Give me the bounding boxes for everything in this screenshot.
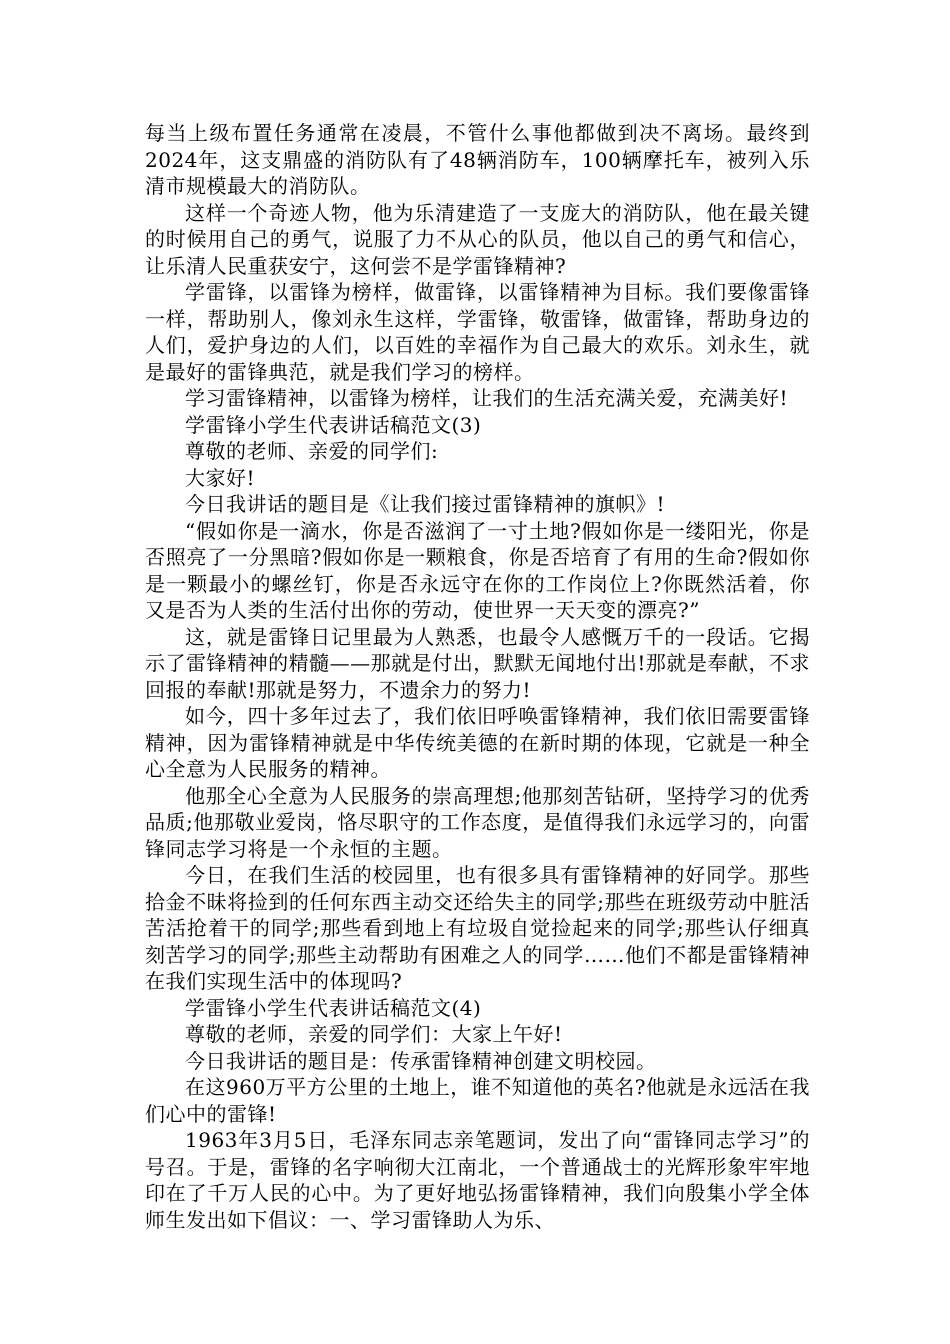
section-heading-3: 学雷锋小学生代表讲话稿范文(3) [185,412,482,437]
diary-quote: “假如你是一滴水，你是否滋润了一寸土地?假如你是一缕阳光，你是否照亮了一分黑暗?假如你是一颗粮食，你是否培育了有用的生命?假如你是一颗最小的螺丝钉，你是否永远守在你的工作岗位上?你既然活着，你又是否为人类的生活付出你的劳动，使世界一天天变的漂亮?” [145,518,810,622]
paragraph-11: 如今，四十多年过去了，我们依旧呼唤雷锋精神，我们依旧需要雷锋精神，因为雷锋精神就是中华传统美德的在新时期的体现，它就是一种全心全意为人民服务的精神。 [145,704,810,781]
paragraph-18: 1963年3月5日，毛泽东同志亲笔题词，发出了向“雷锋同志学习”的号召。于是，雷锋的名字响彻大江南北，一个普通战士的光辉形象牢牢地印在了千万人民的心中。为了更好地弘扬雷锋精神，我们向殷集小学全体师生发出如下倡议：一、学习雷锋助人为乐、 [145,1128,810,1232]
paragraph-12: 他那全心全意为人民服务的崇高理想;他那刻苦钻研，坚持学习的优秀品质;他那敬业爱岗，恪尽职守的工作态度，是值得我们永远学习的，向雷锋同志学习将是一个永恒的主题。 [145,783,810,861]
section-heading-4: 学雷锋小学生代表讲话稿范文(4) [185,995,482,1020]
speech-topic: 今日我讲话的题目是《让我们接过雷锋精神的旗帜》! [185,492,666,516]
paragraph-17: 在这960万平方公里的土地上，谁不知道他的英名?他就是永远活在我们心中的雷锋! [145,1075,810,1126]
paragraph-3: 学雷锋，以雷锋为榜样，做雷锋，以雷锋精神为目标。我们要像雷锋一样，帮助别人，像刘永生这样，学雷锋，敬雷锋，做雷锋，帮助身边的人们，爱护身边的人们，以百姓的幸福作为自己最大的欢乐。刘永生，就是最好的雷锋典范，就是我们学习的榜样。 [145,280,810,384]
document-page [145,120,810,1233]
speech-topic-2: 今日我讲话的题目是：传承雷锋精神创建文明校园。 [185,1048,657,1073]
salutation: 尊敬的老师、亲爱的同学们: [185,439,439,463]
salutation-2: 尊敬的老师，亲爱的同学们：大家上午好! [185,1022,563,1046]
paragraph-13: 今日，在我们生活的校园里，也有很多具有雷锋精神的好同学。那些拾金不昧将捡到的任何东西主动交还给失主的同学;那些在班级劳动中脏活苦活抢着干的同学;那些看到地上有垃圾自觉捡起来的同学;那些认仔细真刻苦学习的同学;那些主动帮助有困难之人的同学……他们不都是雷锋精神在我们实现生活中的体现吗? [145,863,810,993]
greeting: 大家好! [185,465,256,490]
paragraph-1: 每当上级布置任务通常在凌晨，不管什么事他都做到决不离场。最终到2024年，这支鼎盛的消防队有了48辆消防车，100辆摩托车，被列入乐清市规模最大的消防队。 [145,121,810,198]
paragraph-10: 这，就是雷锋日记里最为人熟悉，也最令人感慨万千的一段话。它揭示了雷锋精神的精髓——那就是付出，默默无闻地付出!那就是奉献，不求回报的奉献!那就是努力，不遗余力的努力! [145,624,810,702]
paragraph-4: 学习雷锋精神，以雷锋为榜样，让我们的生活充满关爱，充满美好! [185,386,789,410]
paragraph-2: 这样一个奇迹人物，他为乐清建造了一支庞大的消防队，他在最关键的时候用自己的勇气，说服了力不从心的队员，他以自己的勇气和信心，让乐清人民重获安宁，这何尝不是学雷锋精神? [145,200,810,278]
